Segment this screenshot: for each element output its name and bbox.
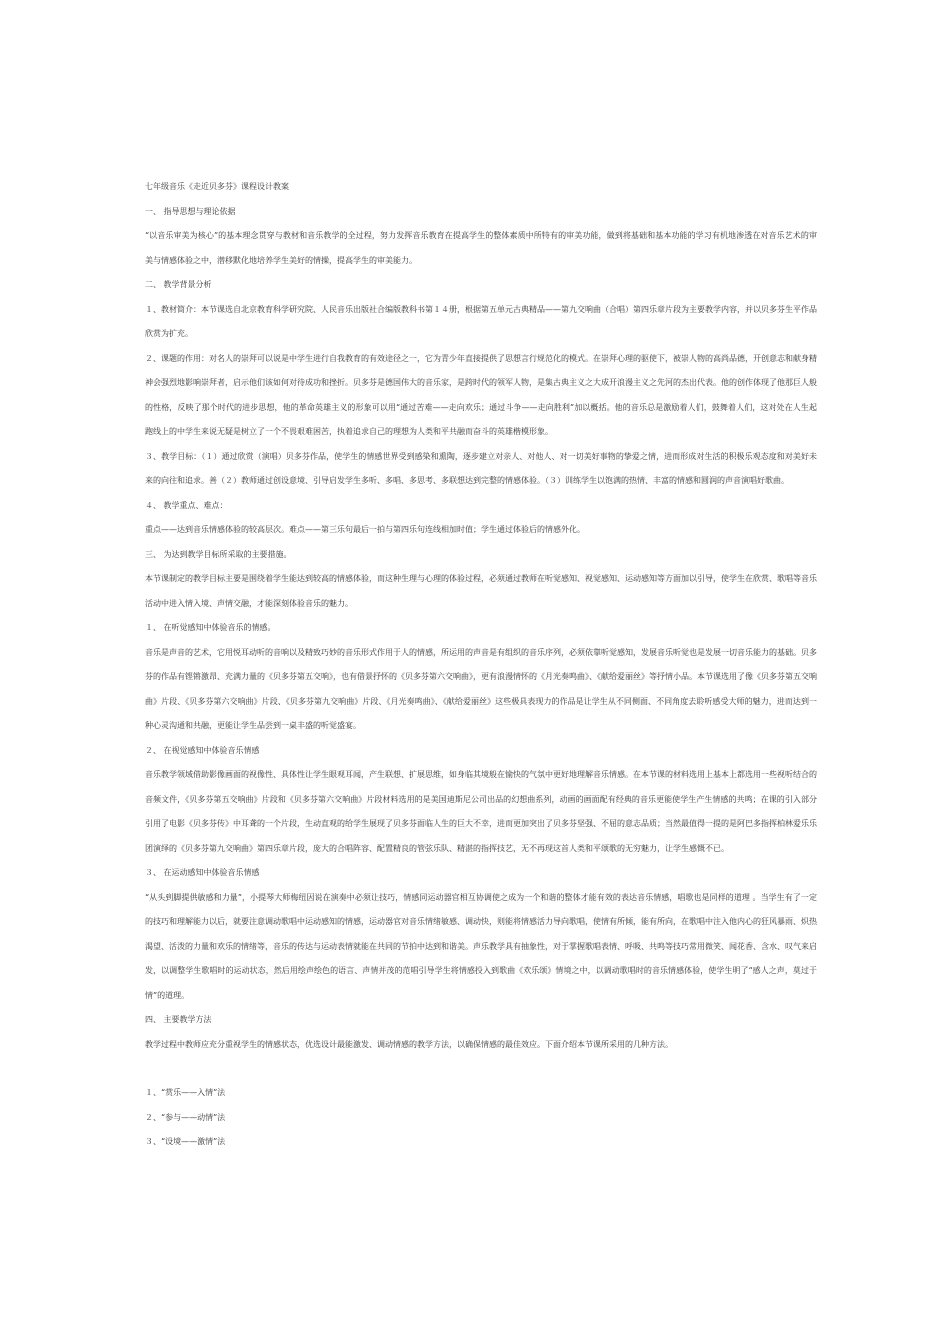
section-2-subheading-4: ４、 教学重点、难点： xyxy=(145,500,228,510)
section-3-3-heading: ３、 在运动感知中体验音乐情感 xyxy=(145,868,260,877)
section-2-heading: 二、 教学背景分析 xyxy=(145,280,212,289)
section-1-paragraph: “以音乐审美为核心”的基本理念贯穿与教材和音乐教学的全过程，努力发挥音乐教育在提高学生的整体素质中所特有的审美功能，做到将基础和基本功能的学习有机地渗透在对音乐艺术的审美与情感体验之中，潜移默化地培养学生美好的情操，提高学生的审美能力。 xyxy=(145,231,817,265)
section-3-2-paragraph: 音乐教学领域借助影像画面的视像性、具体性让学生眼观耳闻，产生联想、扩展思维，如身临其境般在愉快的气氛中更好地理解音乐情感。在本节课的材料选用上基本上都选用一些视听结合的音频文件，《贝多芬第五交响曲》片段和《贝多芬第六交响曲》片段材料选用的是美国迪斯尼公司出品的幻想曲系列，动画的画面配有经典的音乐更能使学生产生情感的共鸣；在课的引入部分引用了电影《贝多芬传》中耳聋的一个片段，生动直观的给学生展现了贝多芬面临人生的巨大不幸，进而更加突出了贝多芬坚强、不屈的意志品质；当然最值得一提的是阿巴多指挥柏林爱乐乐团演绎的《贝多芬第九交响曲》第四乐章片段，庞大的合唱阵容、配置精良的管弦乐队、精湛的指挥技艺，无不再现这首人类和平颂歌的无穷魅力，让学生感慨不已。 xyxy=(145,770,817,853)
section-2-paragraph-4: 重点——达到音乐情感体验的较高层次。难点——第三乐句最后一拍与第四乐句连线相加时值；学生通过体验后的情感外化。 xyxy=(145,525,585,534)
document-title: 七年级音乐《走近贝多芬》课程设计教案 xyxy=(145,182,289,191)
method-item-2: ２、“参与——动情”法 xyxy=(145,1112,226,1122)
section-3-1-heading: １、 在听觉感知中体验音乐的情感。 xyxy=(145,623,276,632)
section-1-heading: 一、 指导思想与理论依据 xyxy=(145,206,236,216)
method-item-3: ３、“设境——激情”法 xyxy=(145,1137,226,1146)
document-page xyxy=(145,175,817,1155)
section-4-heading: 四、 主要教学方法 xyxy=(145,1015,212,1024)
blank-gap xyxy=(145,1057,817,1081)
section-3-paragraph: 本节课制定的教学目标主要是围绕着学生能达到较高的情感体验，而这种生理与心理的体验过程，必须通过教师在听觉感知、视觉感知、运动感知等方面加以引导，使学生在欣赏、歌唱等音乐活动中进入情入境、声情交融，才能深刻体验音乐的魅力。 xyxy=(145,574,817,608)
section-2-paragraph-1: １、教材简介：本节课选自北京教育科学研究院、人民音乐出版社合编版教科书第１４册，根据第五单元古典精品——第九交响曲（合唱）第四乐章片段为主要教学内容，并以贝多芬生平作品欣赏为扩充。 xyxy=(145,304,817,338)
section-3-2-heading: ２、 在视觉感知中体验音乐情感 xyxy=(145,745,260,755)
section-2-paragraph-2: ２、课题的作用：对名人的崇拜可以说是中学生进行自我教育的有效途径之一，它为青少年直接提供了思想言行规范化的模式。在崇拜心理的驱使下，被崇人物的高尚品德，开创意志和献身精神会强烈地影响崇拜者，启示他们该如何对待成功和挫折。贝多芬是德国伟大的音乐家，是跨时代的领军人物，是集古典主义之大成开浪漫主义之先河的杰出代表。他的创作体现了他那巨人般的性格，反映了那个时代的进步思想，他的革命英雄主义的形象可以用“通过苦难——走向欢乐；通过斗争——走向胜利”加以概括。他的音乐总是激励着人们，鼓舞着人们，这对处在人生起跑线上的中学生来说无疑是树立了一个不畏艰难困苦，执着追求自己的理想为人类和平共融而奋斗的英雄楷模形象。 xyxy=(145,353,817,436)
section-2-paragraph-3: ３、教学目标：（１）通过欣赏（演唱）贝多芬作品，使学生的情感世界受到感染和熏陶，逐步建立对亲人、对他人、对一切美好事物的挚爱之情，进而形成对生活的积极乐观态度和对美好未来的向往和追求。善（２）教师通过创设意境、引导启发学生多听、多唱、多思考、多联想达到完整的情感体验。（３）训练学生以饱满的热情、丰富的情感和圆润的声音演唱好歌曲。 xyxy=(145,451,817,485)
section-3-1-paragraph: 音乐是声音的艺术，它用悦耳动听的音响以及精致巧妙的音乐形式作用于人的情感，所运用的声音是有组织的音乐序列，必须依靠听觉感知，发展音乐听觉也是发展一切音乐能力的基础。贝多芬的作品有铿锵激昂、充满力量的《贝多芬第五交响》，也有借景抒怀的《贝多芬第六交响曲》，更有浪漫情怀的《月光奏鸣曲》、《献给爱丽丝》等抒情小品。本节课选用了像《贝多芬第五交响曲》片段、《贝多芬第六交响曲》片段、《贝多芬第九交响曲》片段、《月光奏鸣曲》、《献给爱丽丝》这些极具表现力的作品是让学生从不同侧面、不同角度去聆听感受大师的魅力，进而达到一种心灵沟通和共融，更能让学生品尝到一桌丰盛的听觉盛宴。 xyxy=(145,647,817,730)
section-4-paragraph: 教学过程中教师应充分重视学生的情感状态，优选设计最能激发、调动情感的教学方法，以确保情感的最佳效应。下面介绍本节课所采用的几种方法。 xyxy=(145,1039,673,1049)
section-3-3-paragraph: “从头到脚提供敏感和力量”，小提琴大师梅纽因说在演奏中必须让技巧，情感同运动器官相互协调使之成为一个和谐的整体才能有效的表达音乐情感，唱歌也是同样的道理 。当学生有了一定的技巧和理解能力以后，就要注意调动歌唱中运动感知的情感，运动器官对音乐情绪敏感、调动快，则能将情感活力导向歌唱，使情有所倾，能有所向，在歌唱中注入他内心的狂风暴雨、炽热渴望、活泼的力量和欢乐的情绪等，音乐的传达与运动表情就能在共同的节拍中达到和谐美。声乐教学具有抽象性，对于掌握歌唱表情、呼吸、共鸣等技巧常用微笑、闻花香、含水、叹气来启发，以调整学生歌唱时的运动状态，然后用绘声绘色的语言、声情并茂的范唱引导学生将情感投入到歌曲《欢乐颂》情境之中，以调动歌唱时的音乐情感体验，使学生明了“感人之声，莫过于情”的道理。 xyxy=(145,892,817,1000)
method-item-1: １、“赏乐——入情”法 xyxy=(145,1088,226,1097)
section-3-heading: 三、 为达到教学目标所采取的主要措施。 xyxy=(145,549,292,559)
